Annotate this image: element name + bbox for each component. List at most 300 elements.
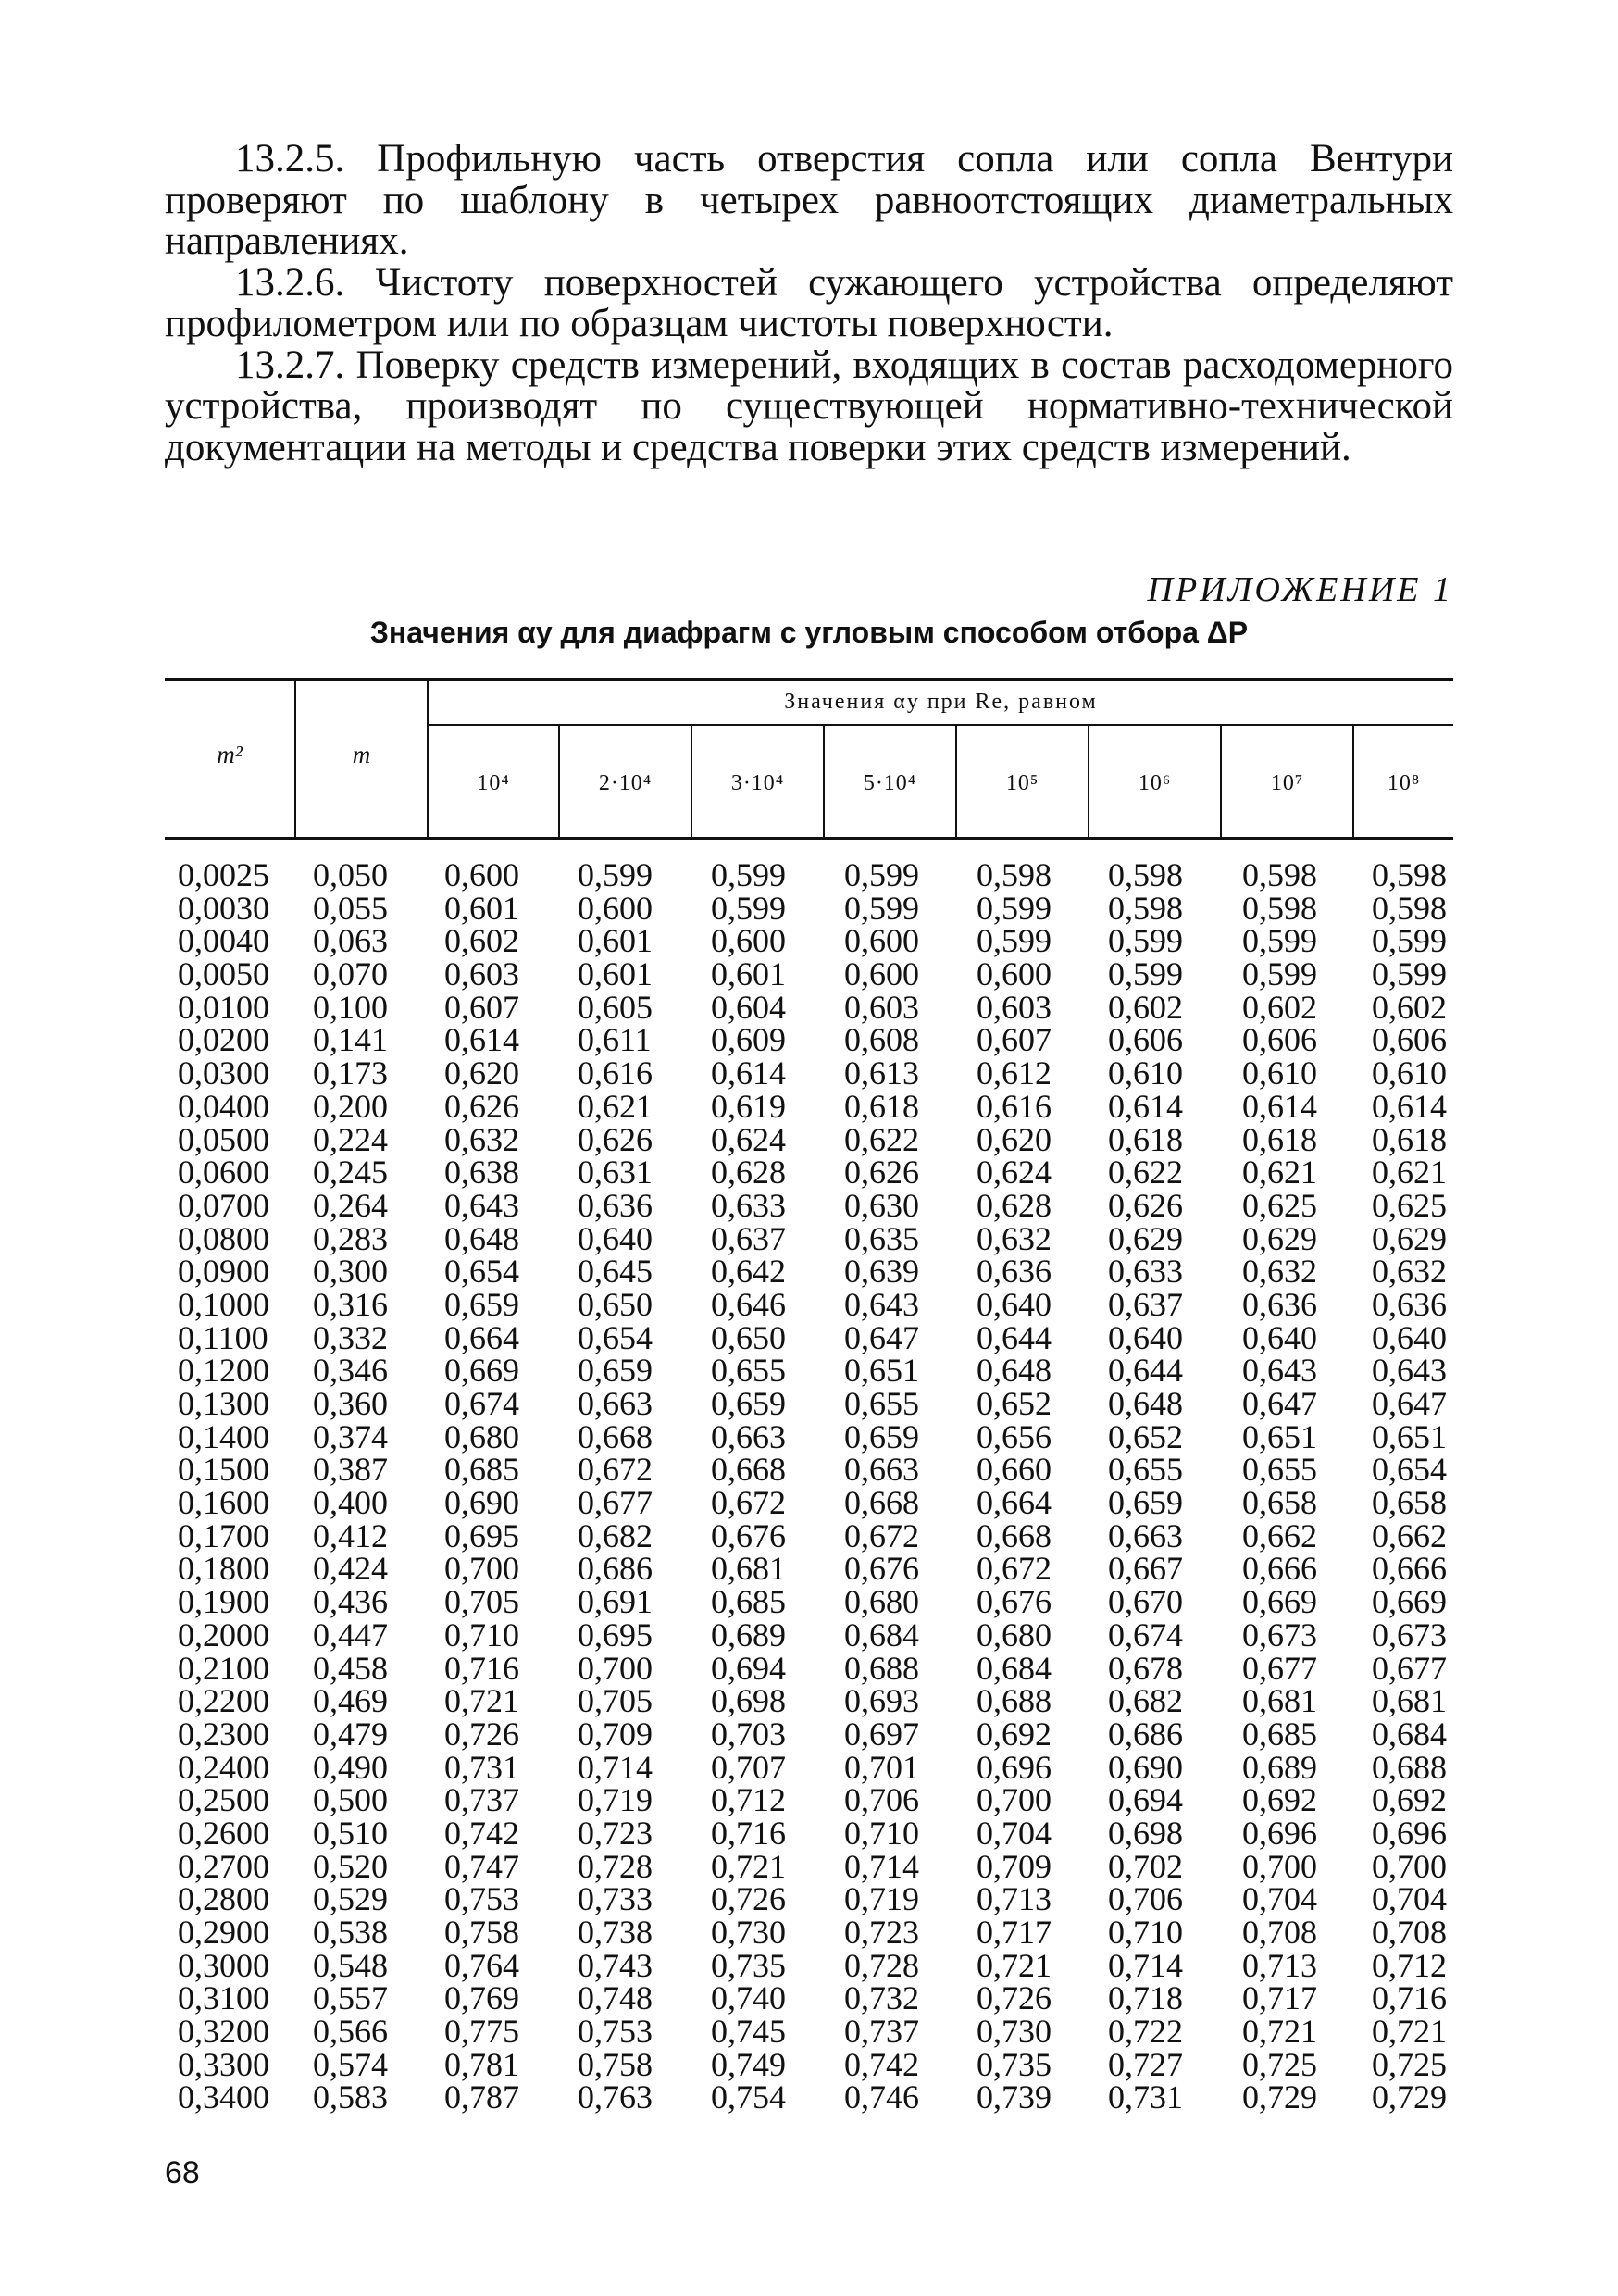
cell-re-1e6: 0,598 <box>1108 889 1183 927</box>
cell-re-1e6: 0,698 <box>1108 1814 1183 1852</box>
cell-re-1e5: 0,644 <box>977 1318 1052 1356</box>
cell-m-squared: 0,0700 <box>178 1186 269 1224</box>
cell-re-1e5: 0,704 <box>977 1814 1052 1852</box>
cell-re-1e4: 0,710 <box>444 1616 519 1653</box>
table-row <box>165 1550 1453 1588</box>
cell-re-2e4: 0,753 <box>578 2013 653 2051</box>
cell-re-1e8: 0,673 <box>1372 1616 1447 1653</box>
cell-re-1e5: 0,600 <box>977 955 1052 993</box>
cell-re-1e5: 0,700 <box>977 1781 1052 1819</box>
cell-re-1e4: 0,737 <box>444 1781 519 1819</box>
cell-re-1e7: 0,729 <box>1242 2078 1317 2116</box>
cell-re-2e4: 0,738 <box>578 1914 653 1951</box>
cell-m: 0,387 <box>313 1451 388 1489</box>
cell-re-2e4: 0,700 <box>578 1649 653 1687</box>
cell-re-2e4: 0,631 <box>578 1154 653 1192</box>
cell-re-1e4: 0,648 <box>444 1219 519 1257</box>
cell-m-squared: 0,3200 <box>178 2013 269 2051</box>
cell-re-1e4: 0,690 <box>444 1484 519 1522</box>
cell-re-1e8: 0,632 <box>1372 1253 1447 1291</box>
table-row <box>165 2045 1453 2083</box>
cell-m-squared: 0,1200 <box>178 1352 269 1390</box>
cell-re-1e5: 0,599 <box>977 922 1052 960</box>
cell-re-1e7: 0,721 <box>1242 2013 1317 2051</box>
cell-re-2e4: 0,668 <box>578 1417 653 1455</box>
cell-m-squared: 0,2200 <box>178 1682 269 1720</box>
cell-re-1e7: 0,669 <box>1242 1583 1317 1621</box>
table-row <box>165 1451 1453 1489</box>
cell-m-squared: 0,0300 <box>178 1054 269 1092</box>
cell-re-3e4: 0,601 <box>711 955 786 993</box>
cell-m-squared: 0,0400 <box>178 1087 269 1125</box>
table-row <box>165 1781 1453 1819</box>
cell-m: 0,490 <box>313 1748 388 1786</box>
cell-re-5e4: 0,746 <box>844 2078 919 2116</box>
cell-re-1e8: 0,677 <box>1372 1649 1447 1687</box>
table-row <box>165 889 1453 927</box>
cell-m: 0,316 <box>313 1285 388 1323</box>
cell-re-1e5: 0,603 <box>977 988 1052 1026</box>
header-re-1e8: 10⁸ <box>1387 771 1421 795</box>
cell-re-1e7: 0,713 <box>1242 1946 1317 1984</box>
table-row <box>165 1255 1453 1289</box>
cell-re-1e7: 0,655 <box>1242 1451 1317 1489</box>
cell-re-5e4: 0,613 <box>844 1054 919 1092</box>
cell-re-2e4: 0,654 <box>578 1318 653 1356</box>
cell-re-1e6: 0,714 <box>1108 1946 1183 1984</box>
cell-re-1e6: 0,667 <box>1108 1550 1183 1588</box>
cell-re-1e4: 0,669 <box>444 1352 519 1390</box>
table-row <box>165 988 1453 1026</box>
cell-re-1e5: 0,640 <box>977 1285 1052 1323</box>
cell-re-1e7: 0,598 <box>1242 856 1317 893</box>
cell-re-1e8: 0,654 <box>1372 1451 1447 1489</box>
cell-m: 0,529 <box>313 1880 388 1918</box>
cell-re-5e4: 0,651 <box>844 1352 919 1390</box>
cell-re-1e6: 0,710 <box>1108 1914 1183 1951</box>
cell-m-squared: 0,0600 <box>178 1154 269 1192</box>
cell-re-5e4: 0,684 <box>844 1616 919 1653</box>
cell-m: 0,063 <box>313 922 388 960</box>
cell-re-1e7: 0,606 <box>1242 1021 1317 1059</box>
table-row <box>165 1285 1453 1323</box>
cell-m: 0,574 <box>313 2045 388 2083</box>
cell-re-3e4: 0,698 <box>711 1682 786 1720</box>
cell-m: 0,173 <box>313 1054 388 1092</box>
cell-re-1e6: 0,702 <box>1108 1847 1183 1885</box>
cell-re-1e6: 0,731 <box>1108 2078 1183 2116</box>
cell-re-1e4: 0,726 <box>444 1715 519 1753</box>
cell-m: 0,283 <box>313 1219 388 1257</box>
cell-re-3e4: 0,681 <box>711 1550 786 1588</box>
cell-re-5e4: 0,655 <box>844 1385 919 1422</box>
cell-m-squared: 0,0200 <box>178 1021 269 1059</box>
cell-re-1e8: 0,625 <box>1372 1186 1447 1224</box>
cell-re-1e5: 0,672 <box>977 1550 1052 1588</box>
cell-re-1e8: 0,640 <box>1372 1318 1447 1356</box>
cell-re-1e7: 0,629 <box>1242 1219 1317 1257</box>
table-row <box>165 1219 1453 1257</box>
cell-re-5e4: 0,719 <box>844 1880 919 1918</box>
cell-re-1e7: 0,677 <box>1242 1649 1317 1687</box>
cell-re-5e4: 0,643 <box>844 1285 919 1323</box>
cell-re-1e8: 0,636 <box>1372 1285 1447 1323</box>
cell-re-1e8: 0,606 <box>1372 1021 1447 1059</box>
cell-m: 0,469 <box>313 1682 388 1720</box>
cell-re-1e7: 0,696 <box>1242 1814 1317 1852</box>
header-re-1e7: 10⁷ <box>1270 771 1304 795</box>
cell-re-1e5: 0,696 <box>977 1748 1052 1786</box>
cell-re-3e4: 0,600 <box>711 922 786 960</box>
table-row <box>165 1946 1453 1984</box>
header-re-3e4: 3·10⁴ <box>730 771 785 795</box>
cell-re-1e5: 0,607 <box>977 1021 1052 1059</box>
table-row <box>165 1120 1453 1158</box>
cell-re-1e6: 0,727 <box>1108 2045 1183 2083</box>
header-re-5e4: 5·10⁴ <box>863 771 917 795</box>
cell-re-5e4: 0,714 <box>844 1847 919 1885</box>
cell-re-3e4: 0,716 <box>711 1814 786 1852</box>
cell-m: 0,548 <box>313 1946 388 1984</box>
cell-re-5e4: 0,600 <box>844 955 919 993</box>
cell-re-1e7: 0,625 <box>1242 1186 1317 1224</box>
table-row <box>165 1748 1453 1786</box>
cell-re-2e4: 0,709 <box>578 1715 653 1753</box>
cell-re-1e8: 0,688 <box>1372 1748 1447 1786</box>
table-row <box>165 1385 1453 1422</box>
cell-m-squared: 0,0050 <box>178 955 269 993</box>
cell-m-squared: 0,3300 <box>178 2045 269 2083</box>
cell-re-1e6: 0,598 <box>1108 856 1183 893</box>
cell-m-squared: 0,0100 <box>178 988 269 1026</box>
cell-re-1e7: 0,643 <box>1242 1352 1317 1390</box>
cell-re-1e5: 0,656 <box>977 1417 1052 1455</box>
cell-m: 0,500 <box>313 1781 388 1819</box>
cell-re-1e8: 0,658 <box>1372 1484 1447 1522</box>
table-row <box>165 1021 1453 1059</box>
cell-re-1e4: 0,742 <box>444 1814 519 1852</box>
cell-m: 0,224 <box>313 1120 388 1158</box>
cell-m-squared: 0,2600 <box>178 1814 269 1852</box>
cell-m: 0,374 <box>313 1417 388 1455</box>
cell-re-1e7: 0,610 <box>1242 1054 1317 1092</box>
cell-re-1e5: 0,648 <box>977 1352 1052 1390</box>
cell-m: 0,332 <box>313 1318 388 1356</box>
cell-re-1e4: 0,626 <box>444 1087 519 1125</box>
cell-re-1e7: 0,685 <box>1242 1715 1317 1753</box>
cell-re-3e4: 0,726 <box>711 1880 786 1918</box>
cell-re-2e4: 0,763 <box>578 2078 653 2116</box>
cell-re-2e4: 0,714 <box>578 1748 653 1786</box>
cell-re-1e6: 0,599 <box>1108 955 1183 993</box>
cell-re-1e5: 0,726 <box>977 1979 1052 2017</box>
header-re-1e5: 10⁵ <box>1005 771 1039 795</box>
cell-re-1e5: 0,680 <box>977 1616 1052 1653</box>
table-group-rule <box>428 724 1453 726</box>
cell-re-1e5: 0,721 <box>977 1946 1052 1984</box>
cell-re-3e4: 0,754 <box>711 2078 786 2116</box>
cell-m-squared: 0,1300 <box>178 1385 269 1422</box>
cell-re-1e6: 0,722 <box>1108 2013 1183 2051</box>
cell-re-5e4: 0,600 <box>844 922 919 960</box>
cell-re-1e6: 0,648 <box>1108 1385 1183 1422</box>
cell-re-1e5: 0,739 <box>977 2078 1052 2116</box>
cell-re-1e5: 0,735 <box>977 2045 1052 2083</box>
table-body <box>165 856 1453 2116</box>
cell-re-1e4: 0,654 <box>444 1253 519 1291</box>
cell-re-1e6: 0,633 <box>1108 1253 1183 1291</box>
cell-re-5e4: 0,737 <box>844 2013 919 2051</box>
cell-re-1e5: 0,632 <box>977 1219 1052 1257</box>
cell-re-1e6: 0,637 <box>1108 1285 1183 1323</box>
cell-m: 0,566 <box>313 2013 388 2051</box>
cell-re-1e5: 0,713 <box>977 1880 1052 1918</box>
cell-re-3e4: 0,599 <box>711 889 786 927</box>
cell-re-3e4: 0,694 <box>711 1649 786 1687</box>
cell-re-1e8: 0,704 <box>1372 1880 1447 1918</box>
cell-re-3e4: 0,609 <box>711 1021 786 1059</box>
cell-re-1e8: 0,666 <box>1372 1550 1447 1588</box>
cell-m-squared: 0,0500 <box>178 1120 269 1158</box>
cell-re-5e4: 0,618 <box>844 1087 919 1125</box>
table-row <box>165 1318 1453 1356</box>
table-caption: Значения αу для диафрагм с угловым способом отбора ΔP <box>369 616 1249 649</box>
cell-re-1e5: 0,684 <box>977 1649 1052 1687</box>
cell-re-1e7: 0,666 <box>1242 1550 1317 1588</box>
cell-re-1e4: 0,638 <box>444 1154 519 1192</box>
cell-re-1e7: 0,632 <box>1242 1253 1317 1291</box>
cell-re-5e4: 0,622 <box>844 1120 919 1158</box>
cell-re-3e4: 0,721 <box>711 1847 786 1885</box>
cell-re-1e6: 0,644 <box>1108 1352 1183 1390</box>
cell-re-1e7: 0,658 <box>1242 1484 1317 1522</box>
cell-re-1e6: 0,655 <box>1108 1451 1183 1489</box>
cell-re-1e5: 0,717 <box>977 1914 1052 1951</box>
cell-re-1e4: 0,664 <box>444 1318 519 1356</box>
cell-re-1e6: 0,690 <box>1108 1748 1183 1786</box>
cell-re-1e7: 0,598 <box>1242 889 1317 927</box>
cell-re-1e6: 0,694 <box>1108 1781 1183 1819</box>
cell-re-2e4: 0,621 <box>578 1087 653 1125</box>
cell-re-5e4: 0,672 <box>844 1516 919 1554</box>
cell-m: 0,479 <box>313 1715 388 1753</box>
cell-re-5e4: 0,647 <box>844 1318 919 1356</box>
cell-re-5e4: 0,723 <box>844 1914 919 1951</box>
cell-re-1e8: 0,662 <box>1372 1516 1447 1554</box>
table-row <box>165 1916 1453 1950</box>
cell-re-3e4: 0,685 <box>711 1583 786 1621</box>
cell-re-1e4: 0,764 <box>444 1946 519 1984</box>
cell-re-5e4: 0,626 <box>844 1154 919 1192</box>
cell-re-2e4: 0,728 <box>578 1847 653 1885</box>
cell-re-2e4: 0,743 <box>578 1946 653 1984</box>
cell-re-1e7: 0,689 <box>1242 1748 1317 1786</box>
paragraph-13-2-7: 13.2.7. Поверку средств измерений, входящих в состав расходомерного устройства, производят по существующей нормативно-технической документации на методы и средства поверки этих средств измерений. <box>165 343 1453 469</box>
cell-m-squared: 0,1500 <box>178 1451 269 1489</box>
table-row <box>165 1087 1453 1125</box>
cell-m-squared: 0,2500 <box>178 1781 269 1819</box>
cell-re-3e4: 0,735 <box>711 1946 786 1984</box>
cell-re-3e4: 0,637 <box>711 1219 786 1257</box>
cell-m: 0,360 <box>313 1385 388 1422</box>
cell-re-3e4: 0,707 <box>711 1748 786 1786</box>
table-row <box>165 1979 1453 2017</box>
cell-re-1e7: 0,651 <box>1242 1417 1317 1455</box>
cell-re-3e4: 0,689 <box>711 1616 786 1653</box>
cell-re-5e4: 0,676 <box>844 1550 919 1588</box>
cell-m-squared: 0,2000 <box>178 1616 269 1653</box>
cell-re-3e4: 0,633 <box>711 1186 786 1224</box>
cell-re-1e5: 0,612 <box>977 1054 1052 1092</box>
table-row <box>165 2015 1453 2049</box>
cell-re-1e7: 0,602 <box>1242 988 1317 1026</box>
cell-m-squared: 0,2300 <box>178 1715 269 1753</box>
cell-re-2e4: 0,758 <box>578 2045 653 2083</box>
cell-re-1e4: 0,731 <box>444 1748 519 1786</box>
cell-re-5e4: 0,680 <box>844 1583 919 1621</box>
cell-re-1e4: 0,747 <box>444 1847 519 1885</box>
cell-re-2e4: 0,611 <box>578 1021 652 1059</box>
cell-m-squared: 0,2800 <box>178 1880 269 1918</box>
cell-re-1e4: 0,769 <box>444 1979 519 2017</box>
cell-re-1e4: 0,602 <box>444 922 519 960</box>
cell-re-1e8: 0,651 <box>1372 1417 1447 1455</box>
cell-re-1e6: 0,640 <box>1108 1318 1183 1356</box>
cell-re-1e8: 0,712 <box>1372 1946 1447 1984</box>
table-row <box>165 1847 1453 1885</box>
cell-re-1e4: 0,705 <box>444 1583 519 1621</box>
cell-re-2e4: 0,636 <box>578 1186 653 1224</box>
cell-re-1e7: 0,717 <box>1242 1979 1317 2017</box>
cell-re-3e4: 0,749 <box>711 2045 786 2083</box>
cell-re-1e4: 0,643 <box>444 1186 519 1224</box>
cell-re-1e8: 0,708 <box>1372 1914 1447 1951</box>
table-row <box>165 1649 1453 1687</box>
cell-re-5e4: 0,706 <box>844 1781 919 1819</box>
cell-re-1e4: 0,607 <box>444 988 519 1026</box>
cell-m: 0,400 <box>313 1484 388 1522</box>
cell-re-2e4: 0,640 <box>578 1219 653 1257</box>
body-text <box>165 139 1453 468</box>
cell-re-1e5: 0,660 <box>977 1451 1052 1489</box>
cell-re-2e4: 0,748 <box>578 1979 653 2017</box>
cell-re-1e5: 0,692 <box>977 1715 1052 1753</box>
table-row <box>165 1715 1453 1753</box>
cell-re-1e4: 0,716 <box>444 1649 519 1687</box>
cell-re-1e8: 0,621 <box>1372 1154 1447 1192</box>
header-re-group: Значения αу при Re, равном <box>784 690 1098 714</box>
cell-re-1e8: 0,716 <box>1372 1979 1447 2017</box>
cell-re-1e8: 0,725 <box>1372 2045 1447 2083</box>
header-m: m <box>352 741 371 768</box>
cell-re-1e4: 0,632 <box>444 1120 519 1158</box>
cell-re-1e4: 0,659 <box>444 1285 519 1323</box>
cell-m: 0,346 <box>313 1352 388 1390</box>
cell-re-1e7: 0,640 <box>1242 1318 1317 1356</box>
cell-m: 0,245 <box>313 1154 388 1192</box>
table-row <box>165 1516 1453 1554</box>
cell-re-2e4: 0,659 <box>578 1352 653 1390</box>
paragraph-13-2-5: 13.2.5. Профильную часть отверстия сопла или сопла Вентури проверяют по шаблону в четырех равноотстоящих диаметральных направлениях. <box>165 137 1453 263</box>
cell-re-1e5: 0,628 <box>977 1186 1052 1224</box>
cell-re-1e5: 0,599 <box>977 889 1052 927</box>
cell-re-5e4: 0,668 <box>844 1484 919 1522</box>
cell-re-1e5: 0,664 <box>977 1484 1052 1522</box>
cell-re-2e4: 0,650 <box>578 1285 653 1323</box>
cell-m-squared: 0,0900 <box>178 1253 269 1291</box>
cell-re-5e4: 0,742 <box>844 2045 919 2083</box>
cell-re-1e7: 0,704 <box>1242 1880 1317 1918</box>
cell-re-3e4: 0,672 <box>711 1484 786 1522</box>
cell-re-1e4: 0,775 <box>444 2013 519 2051</box>
cell-m: 0,141 <box>313 1021 388 1059</box>
table-row <box>165 1583 1453 1621</box>
cell-re-1e8: 0,602 <box>1372 988 1447 1026</box>
cell-re-1e7: 0,662 <box>1242 1516 1317 1554</box>
cell-m-squared: 0,0025 <box>178 856 269 893</box>
cell-re-1e8: 0,669 <box>1372 1583 1447 1621</box>
header-re-2e4: 2·10⁴ <box>598 771 653 795</box>
cell-re-3e4: 0,730 <box>711 1914 786 1951</box>
cell-re-1e5: 0,652 <box>977 1385 1052 1422</box>
cell-re-1e4: 0,600 <box>444 856 519 893</box>
cell-m: 0,447 <box>313 1616 388 1653</box>
cell-m-squared: 0,0040 <box>178 922 269 960</box>
cell-re-2e4: 0,605 <box>578 988 653 1026</box>
cell-m-squared: 0,0800 <box>178 1219 269 1257</box>
cell-m: 0,436 <box>313 1583 388 1621</box>
cell-m-squared: 0,2900 <box>178 1914 269 1951</box>
cell-re-1e8: 0,598 <box>1372 889 1447 927</box>
cell-re-1e5: 0,624 <box>977 1154 1052 1192</box>
cell-re-1e6: 0,652 <box>1108 1417 1183 1455</box>
table-row <box>165 1417 1453 1455</box>
cell-m-squared: 0,2100 <box>178 1649 269 1687</box>
cell-re-3e4: 0,642 <box>711 1253 786 1291</box>
cell-re-1e6: 0,599 <box>1108 922 1183 960</box>
cell-re-2e4: 0,705 <box>578 1682 653 1720</box>
cell-m-squared: 0,1100 <box>178 1318 268 1356</box>
cell-re-5e4: 0,663 <box>844 1451 919 1489</box>
cell-re-3e4: 0,668 <box>711 1451 786 1489</box>
cell-re-1e4: 0,781 <box>444 2045 519 2083</box>
table-row <box>165 1354 1453 1388</box>
cell-re-3e4: 0,599 <box>711 856 786 893</box>
cell-re-1e8: 0,729 <box>1372 2078 1447 2116</box>
cell-re-1e6: 0,678 <box>1108 1649 1183 1687</box>
page-number: 68 <box>165 2155 200 2190</box>
cell-re-1e6: 0,614 <box>1108 1087 1183 1125</box>
cell-re-2e4: 0,672 <box>578 1451 653 1489</box>
cell-re-1e5: 0,616 <box>977 1087 1052 1125</box>
table-row <box>165 1682 1453 1720</box>
cell-m: 0,300 <box>313 1253 388 1291</box>
cell-re-5e4: 0,608 <box>844 1021 919 1059</box>
cell-re-1e7: 0,636 <box>1242 1285 1317 1323</box>
cell-re-3e4: 0,712 <box>711 1781 786 1819</box>
cell-re-1e8: 0,684 <box>1372 1715 1447 1753</box>
cell-re-1e7: 0,725 <box>1242 2045 1317 2083</box>
cell-m: 0,055 <box>313 889 388 927</box>
cell-m: 0,458 <box>313 1649 388 1687</box>
cell-m: 0,050 <box>313 856 388 893</box>
cell-m-squared: 0,3000 <box>178 1946 269 1984</box>
cell-m-squared: 0,1900 <box>178 1583 269 1621</box>
cell-re-1e4: 0,721 <box>444 1682 519 1720</box>
cell-re-1e5: 0,668 <box>977 1516 1052 1554</box>
table-row <box>165 1054 1453 1092</box>
cell-re-1e6: 0,706 <box>1108 1880 1183 1918</box>
